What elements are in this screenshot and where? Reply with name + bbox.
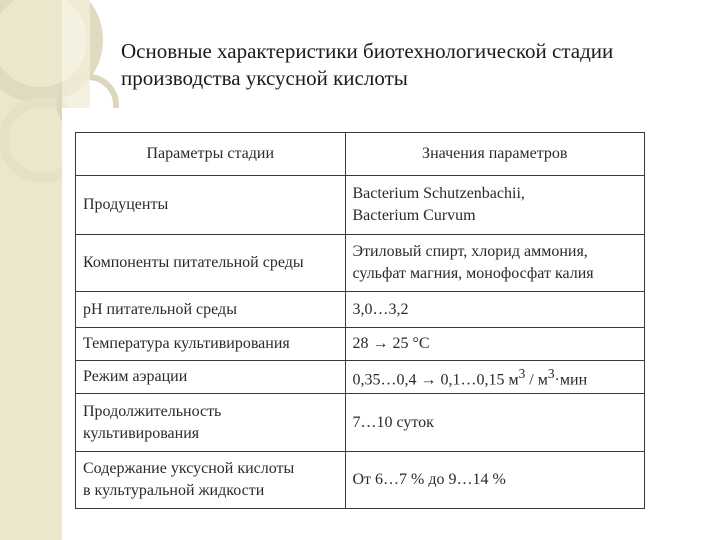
param-cell [76, 452, 346, 509]
slide-title: Основные характеристики биотехнологической стадии производства уксусной кислоты [121, 39, 614, 90]
value-cell: 7…10 суток [345, 394, 645, 452]
value-superscript: 3 [518, 365, 526, 381]
table-row [76, 452, 645, 509]
table-header-row [76, 133, 645, 176]
param-line: культивирования [83, 424, 200, 442]
param-cell: Компоненты питательной среды [76, 235, 346, 292]
table-row [76, 235, 645, 292]
table-row [76, 394, 645, 452]
param-cell: Режим аэрации [76, 361, 346, 394]
param-line: Продолжительность [83, 402, 222, 420]
table-panel [62, 108, 659, 540]
parameters-table [75, 132, 645, 509]
table-row [76, 361, 645, 394]
param-cell [76, 394, 346, 452]
value-cell [345, 361, 645, 394]
param-cell: Температура культивирования [76, 328, 346, 361]
value-line: Этиловый спирт, хлорид аммония, [352, 243, 588, 260]
value-main: 0,35…0,4 → 0,1…0,15 м [352, 371, 519, 389]
table-row [76, 328, 645, 361]
value-line: Bacterium Curvum [352, 207, 476, 224]
value-end: ·мин [554, 371, 588, 389]
value-mid: / м [525, 371, 548, 389]
header-values: Значения параметров [345, 133, 645, 176]
value-cell [345, 235, 645, 292]
param-cell: pH питательной среды [76, 292, 346, 328]
header-parameters: Параметры стадии [76, 133, 346, 176]
param-cell: Продуценты [76, 176, 346, 235]
value-cell: 28 → 25 °C [345, 328, 645, 361]
table-row [76, 292, 645, 328]
value-superscript: 3 [547, 365, 555, 381]
value-line: Bacterium Schutzenbachii, [352, 185, 525, 202]
value-cell [345, 176, 645, 235]
param-line: в культуральной жидкости [83, 482, 265, 499]
value-cell: 3,0…3,2 [345, 292, 645, 328]
param-line: Содержание уксусной кислоты [83, 460, 295, 477]
value-cell: От 6…7 % до 9…14 % [345, 452, 645, 509]
value-line: сульфат магния, монофосфат калия [352, 265, 594, 282]
table-row [76, 176, 645, 235]
